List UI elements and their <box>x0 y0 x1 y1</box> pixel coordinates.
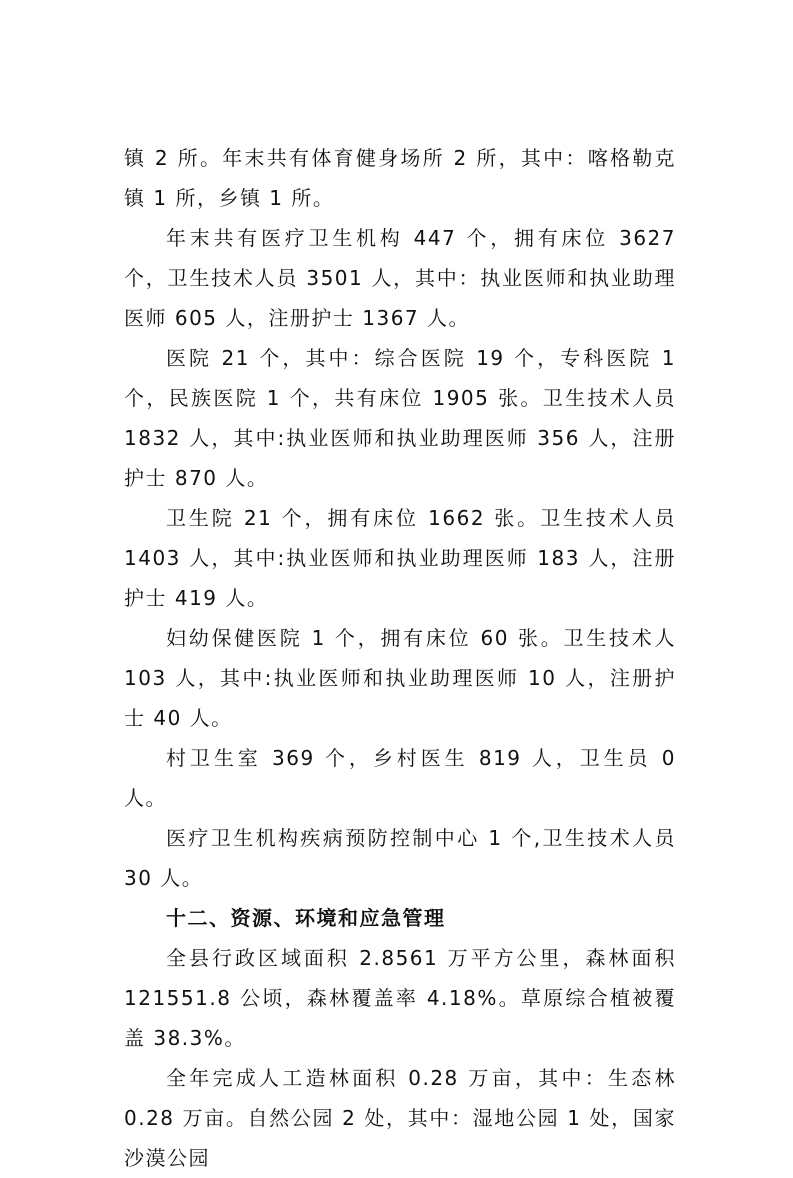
paragraph-disease-control: 医疗卫生机构疾病预防控制中心 1 个,卫生技术人员 30 人。 <box>124 826 676 890</box>
paragraph-sports-venues: 镇 2 所。年末共有体育健身场所 2 所，其中：喀格勒克镇 1 所，乡镇 1 所。 <box>124 146 676 210</box>
section-heading: 十二、资源、环境和应急管理 <box>166 906 446 930</box>
paragraph-land-forest: 全县行政区域面积 2.8561 万平方公里，森林面积 121551.8 公顷，森林覆盖率 4.18%。草原综合植被覆盖 38.3%。 <box>124 946 676 1050</box>
paragraph-village-clinics: 村卫生室 369 个，乡村医生 819 人，卫生员 0 人。 <box>124 746 676 810</box>
paragraph-afforestation: 全年完成人工造林面积 0.28 万亩，其中：生态林 0.28 万亩。自然公园 2 处，其中：湿地公园 1 处，国家沙漠公园 <box>124 1066 676 1170</box>
document-body <box>124 138 676 1178</box>
paragraph-hospitals: 医院 21 个，其中：综合医院 19 个，专科医院 1 个，民族医院 1 个，共有床位 1905 张。卫生技术人员 1832 人，其中:执业医师和执业助理医师 356 人，注册护士 870 人。 <box>124 346 676 490</box>
paragraph-health-centers: 卫生院 21 个，拥有床位 1662 张。卫生技术人员 1403 人，其中:执业医师和执业助理医师 183 人，注册护士 419 人。 <box>124 506 676 610</box>
paragraph-medical-institutions: 年末共有医疗卫生机构 447 个，拥有床位 3627 个，卫生技术人员 3501 人，其中：执业医师和执业助理医师 605 人，注册护士 1367 人。 <box>124 226 676 330</box>
paragraph-maternal-child-hospital: 妇幼保健医院 1 个，拥有床位 60 张。卫生技术人 103 人，其中:执业医师和执业助理医师 10 人，注册护士 40 人。 <box>124 626 676 730</box>
